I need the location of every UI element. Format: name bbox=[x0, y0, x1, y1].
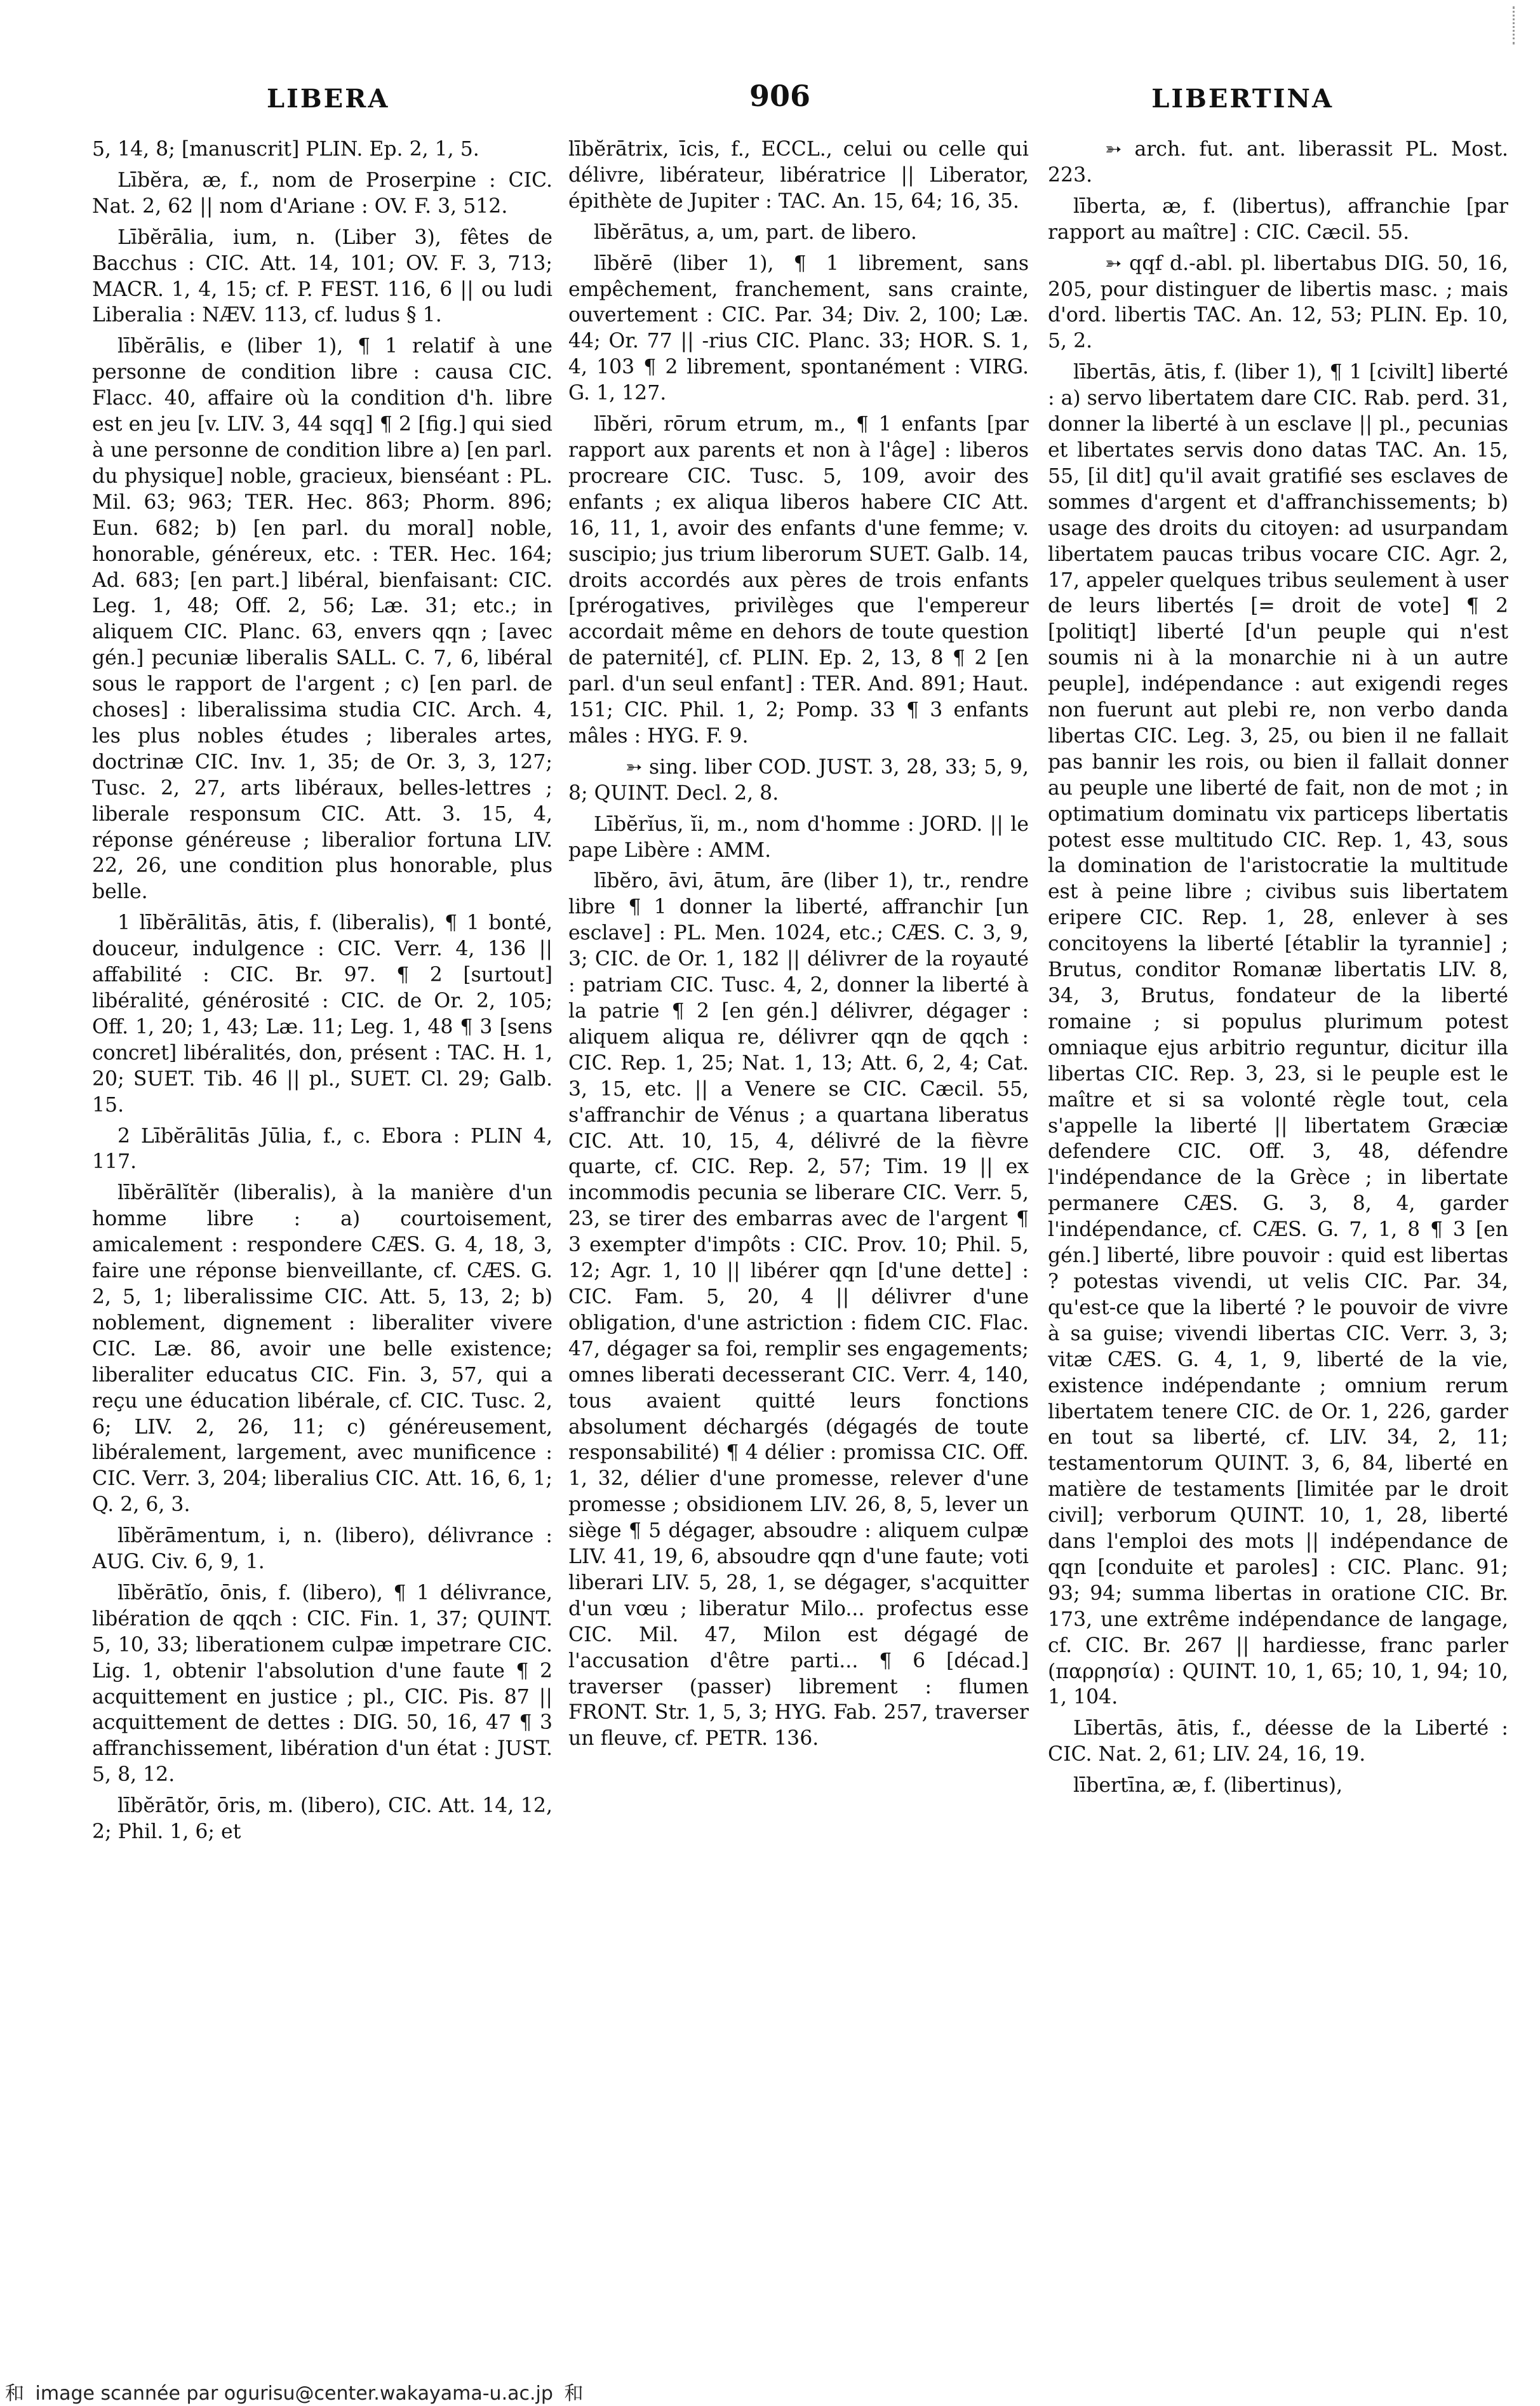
column-right bbox=[1048, 137, 1508, 2341]
running-head-first-word: LIBERA bbox=[267, 84, 390, 114]
dictionary-entry: 2 Lībĕrālitās Jūlia, f., c. Ebora : PLIN 4, 117. bbox=[92, 1124, 552, 1174]
column-left bbox=[92, 137, 552, 2341]
dictionary-entry: lībertās, ātis, f. (liber 1), ¶ 1 [civilt] liberté : a) servo libertatem dare CIC. Rab. perd. 31, donner la liberté à un esclave || pl., pecunias et libertates servis dono datas TAC. An. 15, 55, [il dit] qu'il avait gratifié ses esclaves de sommes d'argent et d'affranchissements; b) usage des droits du citoyen: ad usurpandam libertatem paucas tribus vocare CIC. Agr. 2, 17, appeler quelques tribus seulement à user de leurs libertés [= droit de vote] ¶ 2 [politiqt] liberté [d'un peuple qui n'est soumis ni à la monarchie ni à un autre peuple], indépendance : aut exigendi reges non fuerunt aut plebi re, non verbo danda libertas CIC. Leg. 3, 25, ou bien il ne fallait pas bannir les rois, ou bien il fallait donner au peuple une liberté de fait, non de mot ; in optimatium dominatu vix particeps libertatis potest esse multitudo CIC. Rep. 1, 43, sous la domination de l'aristocratie la multitude est à peine libre ; civibus suis libertatem eripere CIC. Rep. 1, 28, enlever à ses concitoyens la liberté [établir la tyrannie] ; Brutus, conditor Romanæ libertatis LIV. 8, 34, 3, Brutus, fondateur de la liberté romaine ; si populus plurimum potest omniaque ejus arbitrio reguntur, dicitur illa libertas CIC. Rep. 3, 23, si le peuple est le maître et si sa volonté règle tout, cela s'appelle la liberté || libertatem Græciæ defendere CIC. Off. 3, 48, défendre l'indépendance de la Grèce ; in libertate permanere CÆS. G. 3, 8, 4, garder l'indépendance, cf. CÆS. G. 7, 1, 8 ¶ 3 [en gén.] liberté, libre pouvoir : quid est libertas ? potestas vivendi, ut velis CIC. Par. 34, qu'est-ce que la liberté ? le pouvoir de vivre à sa guise; vivendi libertas CIC. Verr. 3, 3; vitæ CÆS. G. 4, 1, 9, liberté de la vie, existence indépendante ; omnium rerum libertatem tenere CIC. de Or. 1, 226, garder en tout sa liberté, cf. LIV. 34, 2, 11; testamentorum QUINT. 3, 6, 84, liberté en matière de testaments [limitée par le droit civil]; verborum QUINT. 10, 1, 28, liberté dans l'emploi des mots || indépendance de qqn [conduite et paroles] : CIC. Planc. 91; 93; 94; summa libertas in oratione CIC. Br. 173, une extrême indépendance de langage, cf. CIC. Br. 267 || hardiesse, franc parler (παρρησία) : QUINT. 10, 1, 65; 10, 1, 94; 10, 1, 104. bbox=[1048, 361, 1508, 1709]
dictionary-entry: lībĕrātĭo, ōnis, f. (libero), ¶ 1 délivrance, libération de qqch : CIC. Fin. 1, 37; QUINT. 5, 10, 33; liberationem culpæ impetrare CIC. Lig. 1, obtenir l'absolution d'une faute ¶ 2 acquittement en justice ; pl., CIC. Pis. 87 || acquittement de dettes : DIG. 50, 16, 47 ¶ 3 affranchissement, libération d'un état : JUST. 5, 8, 12. bbox=[92, 1581, 552, 1787]
dictionary-entry: lībĕrātus, a, um, part. de libero. bbox=[594, 220, 917, 244]
dictionary-entry: lībĕro, āvi, ātum, āre (liber 1), tr., rendre libre ¶ 1 donner la liberté, affranchir [un esclave] : PL. Men. 1024, etc.; CÆS. C. 3, 9, 3; CIC. de Or. 1, 182 || délivrer de la royauté : patriam CIC. Tusc. 4, 2, donner la liberté à la patrie ¶ 2 [en gén.] délivrer, dégager : aliquem aliqua re, délivrer qqn de qqch : CIC. Rep. 1, 25; Nat. 1, 13; Att. 6, 2, 4; Cat. 3, 15, etc. || a Venere se CIC. Cæcil. 55, s'affranchir de Vénus ; a quartana liberatus CIC. Att. 10, 15, 4, délivré de la fièvre quarte, cf. CIC. Rep. 2, 57; Tim. 19 || ex incommodis pecunia se liberare CIC. Verr. 5, 23, se tirer des embarras avec de l'argent ¶ 3 exempter d'impôts : CIC. Prov. 10; Phil. 5, 12; Agr. 1, 10 || libérer qqn [d'une dette] : CIC. Fam. 5, 20, 4 || délivrer d'une obligation, d'une astriction : fidem CIC. Flac. 47, dégager sa foi, remplir ses engagements; omnes liberati decesserant CIC. Verr. 4, 140, tous avaient quitté leurs fonctions absolument déchargés (dégagés de toute responsabilité) ¶ 4 délier : promissa CIC. Off. 1, 32, délier d'une promesse, relever d'une promesse ; obsidionem LIV. 26, 8, 5, lever un siège ¶ 5 dégager, absoudre : aliquem culpæ LIV. 41, 19, 6, absoudre qqn d'une faute; voti liberari LIV. 5, 28, 1, se dégager, s'acquitter d'un vœu ; liberatur Milo... profectus esse CIC. Mil. 47, Milon est dégagé de l'accusation d'être parti... ¶ 6 [décad.] traverser (passer) librement : flumen FRONT. Str. 1, 5, 3; HYG. Fab. 257, traverser un fleuve, cf. PETR. 136. bbox=[568, 870, 1029, 1751]
dictionary-entry: lībĕri, rōrum etrum, m., ¶ 1 enfants [par rapport aux parents et non à l'âge] : liberos procreare CIC. Tusc. 5, 109, avoir des enfants ; ex aliqua liberos habere CIC Att. 16, 11, 1, avoir des enfants d'une femme; v. suscipio; jus trium liberorum SUET. Galb. 14, droits accordés aux pères de trois enfants [prérogatives, privilèges que l'empereur accordait même en dehors de toute question de paternité], cf. PLIN. Ep. 2, 13, 8 ¶ 2 [en parl. d'un seul enfant] : TER. And. 891; Haut. 151; CIC. Phil. 1, 2; Pomp. 33 ¶ 3 enfants mâles : HYG. F. 9. bbox=[568, 413, 1029, 748]
dictionary-entry: Lībĕrālia, ium, n. (Liber 3), fêtes de Bacchus : CIC. Att. 14, 101; OV. F. 3, 713; MACR. 1, 4, 15; cf. P. FEST. 116, 6 || ou ludi Liberalia : NÆV. 113, cf. ludus § 1. bbox=[92, 225, 552, 327]
dictionary-entry: Lībertās, ātis, f., déesse de la Liberté : CIC. Nat. 2, 61; LIV. 24, 16, 19. bbox=[1048, 1717, 1508, 1766]
dictionary-entry: lībĕrālis, e (liber 1), ¶ 1 relatif à une personne de condition libre : causa CIC. Flacc. 40, affaire où la condition d'h. libre est en jeu [v. LIV. 3, 44 sqq] ¶ 2 [fig.] qui sied à une personne de condition libre a) [en parl. du physique] noble, gracieux, bienséant : PL. Mil. 63; 963; TER. Hec. 863; Phorm. 896; Eun. 682; b) [en parl. du moral] noble, honorable, généreux, etc. : TER. Hec. 164; Ad. 683; [en part.] libéral, bienfaisant: CIC. Leg. 1, 48; Off. 2, 56; Læ. 31; etc.; in aliquem CIC. Planc. 63, envers qqn ; [avec gén.] pecuniæ liberalis SALL. C. 7, 6, libéral sous le rapport de l'argent ; c) [en parl. de choses] : liberalissima studia CIC. Arch. 4, les plus nobles études ; liberales artes, doctrinæ CIC. Inv. 1, 35; de Or. 3, 3, 127; Tusc. 2, 27, arts libéraux, belles-lettres ; liberale responsum CIC. Att. 3. 15, 4, réponse généreuse ; liberalior fortuna LIV. 22, 26, une condition plus honorable, plus belle. bbox=[92, 335, 552, 904]
dictionary-entry: lībĕrātŏr, ōris, m. (libero), CIC. Att. 14, 12, 2; Phil. 1, 6; et bbox=[92, 1794, 552, 1844]
page-edge-mark bbox=[1500, 6, 1515, 44]
text-columns bbox=[0, 137, 1540, 2341]
dictionary-entry: Lībĕra, æ, f., nom de Proserpine : CIC. Nat. 2, 62 || nom d'Ariane : OV. F. 3, 512. bbox=[92, 168, 552, 218]
dictionary-entry: Lībĕrĭus, ĭi, m., nom d'homme : JORD. || le pape Libère : AMM. bbox=[568, 812, 1029, 862]
dictionary-entry: ➳ qqf d.-abl. pl. libertabus DIG. 50, 16, 205, pour distinguer de libertis masc. ; mais d'ord. libertis TAC. An. 12, 53; PLIN. Ep. 10, 5, 2. bbox=[1048, 252, 1508, 353]
footer-credit-text: image scannée par ogurisu@center.wakayama-u.ac.jp bbox=[35, 2382, 553, 2405]
dictionary-entry: 5, 14, 8; [manuscrit] PLIN. Ep. 2, 1, 5. bbox=[92, 138, 479, 161]
dictionary-entry: lībĕrālĭtĕr (liberalis), à la manière d'un homme libre : a) courtoisement, amicalement : respondere CÆS. G. 4, 18, 3, faire une réponse bienveillante, cf. CÆS. G. 2, 5, 1; liberalissime CIC. Att. 5, 13, 2; b) noblement, dignement : liberaliter vivere CIC. Læ. 86, avoir une belle existence; liberaliter educatus CIC. Fin. 3, 57, qui a reçu une éducation libérale, cf. CIC. Tusc. 2, 6; LIV. 2, 26, 11; c) généreusement, libéralement, largement, avec munificence : CIC. Verr. 3, 204; liberalius CIC. Att. 16, 6, 1; Q. 2, 6, 3. bbox=[92, 1181, 552, 1517]
column-middle bbox=[568, 137, 1029, 2341]
dictionary-entry: 1 lībĕrālitās, ātis, f. (liberalis), ¶ 1 bonté, douceur, indulgence : CIC. Verr. 4, 136 || affabilité : CIC. Br. 97. ¶ 2 [surtout] libéralité, générosité : CIC. de Or. 2, 105; Off. 1, 20; 1, 43; Læ. 11; Leg. 1, 48 ¶ 3 [sens concret] libéralités, don, présent : TAC. H. 1, 20; SUET. Tib. 46 || pl., SUET. Cl. 29; Galb. 15. bbox=[92, 911, 552, 1117]
dictionary-entry: ➳ arch. fut. ant. liberassit PL. Most. 223. bbox=[1048, 138, 1508, 187]
dictionary-entry: lībertīna, æ, f. (libertinus), bbox=[1073, 1774, 1343, 1798]
scan-credit-footer bbox=[0, 2382, 1540, 2406]
footer-mark-left: 和 bbox=[5, 2382, 24, 2405]
running-head bbox=[0, 79, 1540, 128]
running-head-last-word: LIBERTINA bbox=[1151, 84, 1334, 114]
dictionary-entry: lībĕrāmentum, i, n. (libero), délivrance : AUG. Civ. 6, 9, 1. bbox=[92, 1524, 552, 1574]
dictionary-entry: lībĕrē (liber 1), ¶ 1 librement, sans empêchement, franchement, sans crainte, ouvertement : CIC. Par. 34; Div. 2, 100; Læ. 44; Or. 77 || -rius CIC. Planc. 33; HOR. S. 1, 4, 103 ¶ 2 librement, spontanément : VIRG. G. 1, 127. bbox=[568, 252, 1029, 405]
dictionary-entry: ➳ sing. liber COD. JUST. 3, 28, 33; 5, 9, 8; QUINT. Decl. 2, 8. bbox=[568, 755, 1029, 805]
footer-mark-right: 和 bbox=[564, 2382, 584, 2405]
page-number: 906 bbox=[749, 79, 811, 113]
dictionary-entry: lībĕrātrix, īcis, f., ECCL., celui ou celle qui délivre, libérateur, libératrice || Liberator, épithète de Jupiter : TAC. An. 15, 64; 16, 35. bbox=[568, 138, 1029, 213]
dictionary-entry: līberta, æ, f. (libertus), affranchie [par rapport au maître] : CIC. Cæcil. 55. bbox=[1048, 194, 1508, 244]
